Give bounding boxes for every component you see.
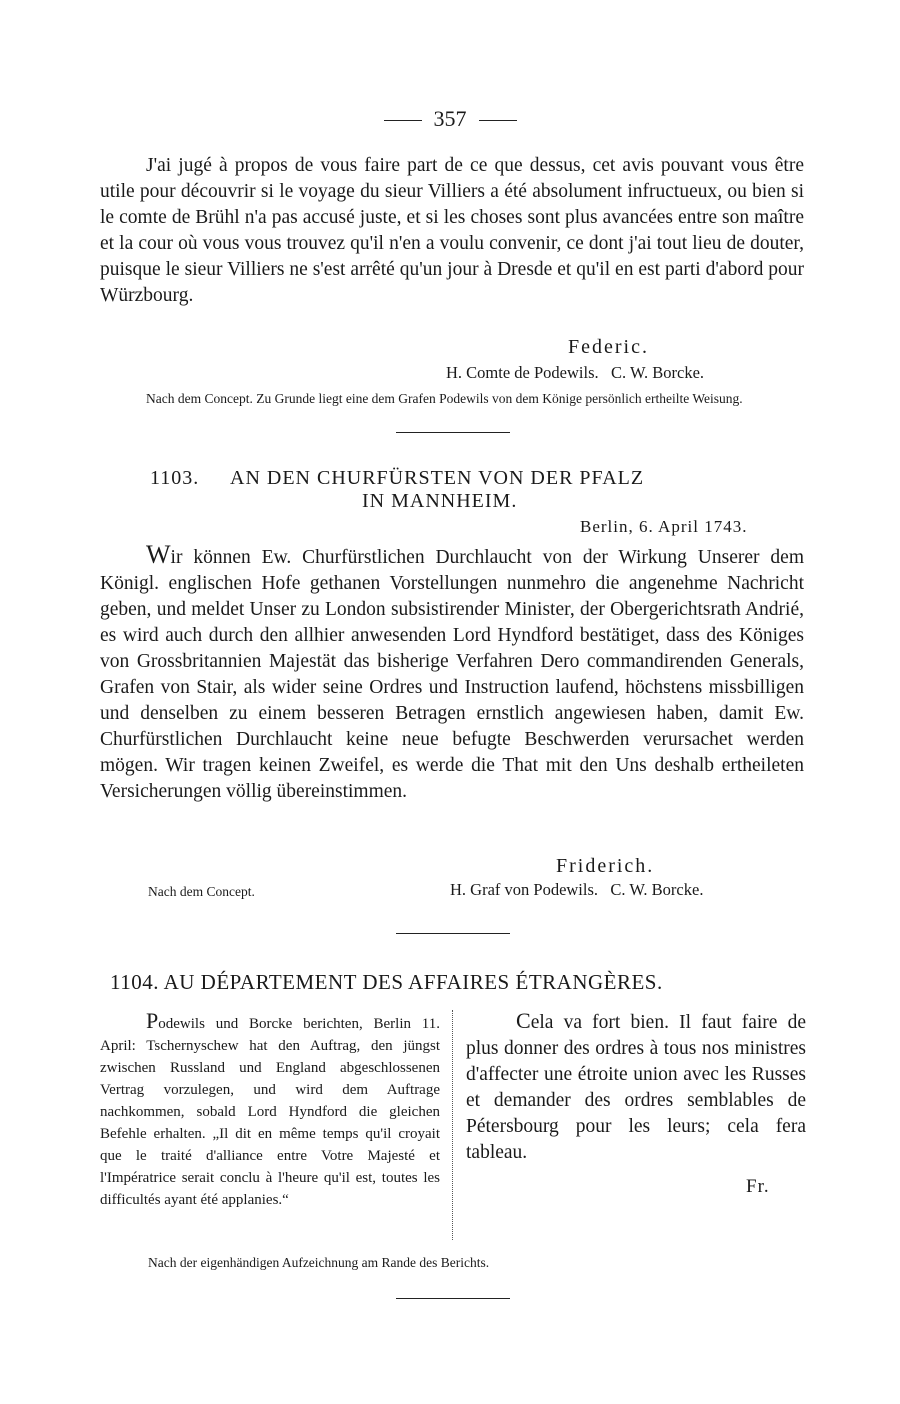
letter-1104-heading bbox=[110, 970, 810, 995]
letter-1103-title-line1: AN DEN CHURFÜRSTEN VON DER PFALZ bbox=[230, 467, 645, 489]
letter-1102-text: J'ai jugé à propos de vous faire part de ce que dessus, cet avis pouvant vous être utile pour découvrir si le voyage du sieur Villiers a été absolument infructueux, ou bien si le comte de Brühl n'a pas accusé juste, et si les choses sont plus avancées entre son maître et la cour où vous vous trouvez qu'il n'en a voulu convenir, ce dont j'ai tout lieu de douter, puisque le sieur Villiers ne s'est arrêté qu'un jour à Dresde et qu'il en est parti d'abord pour Würzbourg. bbox=[100, 155, 804, 306]
letter-1104-number: 1104. bbox=[110, 970, 159, 994]
report-drop-initial: P bbox=[146, 1008, 159, 1033]
letter-1104-source-note: Nach der eigenhändigen Aufzeichnung am Rande des Berichts. bbox=[148, 1255, 490, 1270]
column-separator bbox=[452, 1010, 453, 1240]
letter-1104-signature: Fr. bbox=[746, 1176, 770, 1197]
letter-1103-body bbox=[100, 542, 804, 805]
header-rule-left bbox=[384, 120, 422, 121]
source-note-rest: Zu Grunde liegt eine dem Grafen Podewils von dem Könige persönlich ertheilte Weisung. bbox=[256, 391, 743, 406]
section-divider bbox=[396, 1298, 510, 1299]
letter-1103-date: Berlin, 6. April 1743. bbox=[580, 517, 748, 536]
letter-1102-source-note bbox=[100, 390, 804, 408]
reply-drop-initial: C bbox=[516, 1008, 531, 1033]
letter-1102-signature: Federic. bbox=[568, 336, 649, 358]
reply-text: ela va fort bien. Il faut faire de plus donner des ordres à tous nos ministres d'affecter une étroite union avec les Russes et demander des ordres semblables de Pétersbourg pour les leurs; cela fera tableau. bbox=[466, 1012, 806, 1163]
page-header bbox=[0, 106, 900, 132]
section-divider bbox=[396, 432, 510, 433]
page-number: 357 bbox=[433, 106, 467, 131]
section-divider bbox=[396, 933, 510, 934]
letter-1103-text: ir können Ew. Churfürstlichen Durchlaucht von der Wirkung Unserer dem Königl. englischen Hofe gethanen Vorstellungen nunmehro die angenehme Nachricht geben, und meldet Unser zu London subsistirender Minister, der Obergerichtsrath Andrié, es wird auch durch den allhier anwesenden Lord Hyndford bestätiget, dass des Königes von Grossbritannien Majestät das bisherige Verfahren Dero commandirenden Generals, Grafen von Stair, als wider seine Ordres und Instruction laufend, höchstens missbilligen und denselben zu einem besseren Betragen ernstlich angewiesen haben, damit Ew. Churfürstlichen Durchlaucht keine neue befugte Beschwerden verursachet werden mögen. Wir tragen keinen Zweifel, es werde die That mit den Uns deshalb ertheileten Versicherungen völlig übereinstimmen. bbox=[100, 547, 804, 802]
letter-1104-title: AU DÉPARTEMENT DES AFFAIRES ÉTRANGÈRES. bbox=[163, 970, 663, 994]
letter-1102-cosigners: H. Comte de Podewils. C. W. Borcke. bbox=[446, 363, 705, 382]
header-rule-right bbox=[479, 120, 517, 121]
letter-1104-king-reply bbox=[466, 1008, 806, 1166]
source-note-lead: Nach dem Concept. bbox=[146, 391, 253, 406]
letter-1103-drop-initial: W bbox=[146, 540, 171, 569]
letter-1102-closing-paragraph bbox=[100, 153, 804, 309]
letter-1103-title-line2: IN MANNHEIM. bbox=[362, 490, 518, 512]
report-text: odewils und Borcke berichten, Berlin 11. April: Tschernyschew hat den Auftrag, den jüngst zwischen Russland und England abgeschlossenen Vertrag vorzulegen, und wird dem Auftrage nachkommen, sobald Lord Hyndford die gleichen Befehle erhalten. „Il dit en même temps qu'il croyait que le traité d'alliance entre Votre Majesté et l'Impératrice serait conclu à l'heure qu'il est, toutes les difficultés ayant été applanies.“ bbox=[100, 1016, 440, 1208]
letter-1103-signature: Friderich. bbox=[556, 855, 655, 877]
letter-1103-cosigners: H. Graf von Podewils. C. W. Borcke. bbox=[450, 880, 704, 899]
letter-1103-heading bbox=[150, 467, 790, 513]
letter-1103-source-note: Nach dem Concept. bbox=[148, 884, 255, 899]
letter-1103-number: 1103. bbox=[150, 467, 200, 489]
letter-1104-report-summary bbox=[100, 1010, 440, 1211]
